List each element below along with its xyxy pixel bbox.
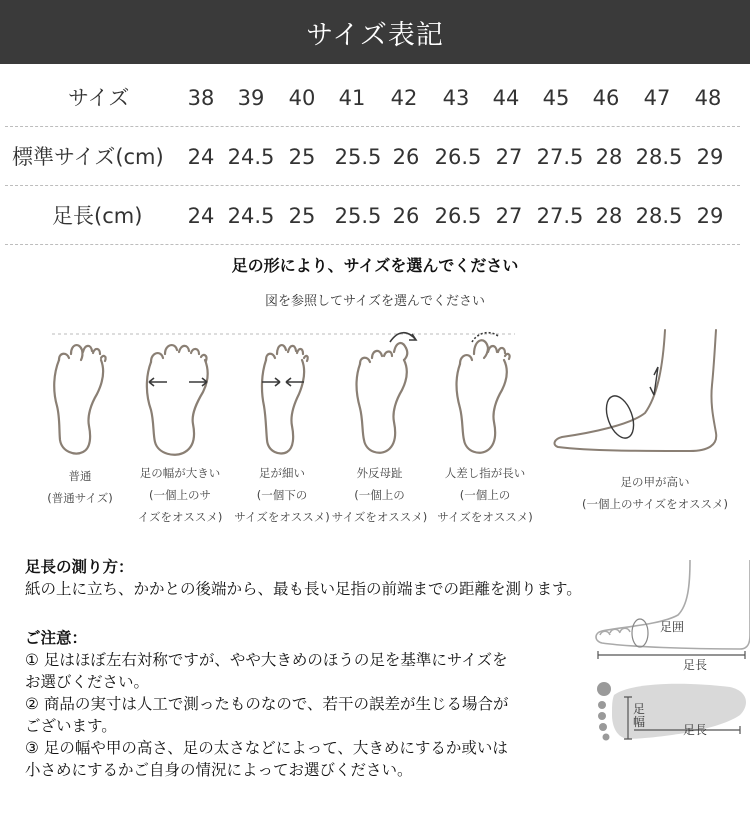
label-circumference: 足囲 [660,620,685,634]
notes-section [25,627,509,781]
label-length-bottom: 足長 [683,723,708,737]
table-cell: 28.5 [635,204,683,228]
measure-title: 足長の測り方： [25,558,134,576]
table-cell: 27.5 [536,145,584,169]
caption-normal: 普通 (普通サイズ) [47,469,113,505]
table-cell: 29 [696,204,724,228]
table-cell: 29 [696,145,724,169]
table-cell: 46 [592,86,620,110]
guide-subtitle: 図を参照してサイズを選んでください [265,294,485,309]
table-cell: 41 [338,86,366,110]
label-length-side: 足長 [683,658,708,672]
table-cell: 27 [495,145,523,169]
table-cell: 47 [643,86,671,110]
table-cell: 24.5 [227,204,275,228]
wide-foot-icon [143,330,213,460]
table-cell: 25.5 [334,204,382,228]
caption-narrow: 足が細い (一個下の サイズをオススメ) [234,466,330,524]
table-cell: 45 [542,86,570,110]
table-cell: 28 [595,145,623,169]
table-cell: 25.5 [334,145,382,169]
row-label: サイズ [68,86,130,110]
row-label: 足長(cm) [52,204,143,228]
guide-title: 足の形により、サイズを選んでください [231,256,519,275]
high-instep-foot-icon [550,325,735,465]
table-cell: 24 [187,204,215,228]
note-line: ③ 足の幅や甲の高さ、足の太さなどによって、大きめにするか或いは [25,739,508,757]
caption-bunion: 外反母趾 (一個上の サイズをオススメ) [331,466,428,524]
table-cell: 24.5 [227,145,275,169]
table-cell: 28 [595,204,623,228]
note-line: お選びください。 [25,673,150,691]
table-cell: 26.5 [434,204,482,228]
row-label: 標準サイズ(cm) [12,145,164,169]
foot-measure-illustration [590,555,750,775]
caption-high-instep: 足の甲が高い (一個上のサイズをオススメ) [582,475,728,511]
page-title: サイズ表記 [306,19,444,51]
table-cell: 24 [187,145,215,169]
table-cell: 26 [392,204,420,228]
table-cell: 48 [694,86,722,110]
table-cell: 27 [495,204,523,228]
notes-title: ご注意： [25,629,88,647]
table-cell: 44 [492,86,520,110]
table-cell: 40 [288,86,316,110]
narrow-foot-icon [250,330,320,460]
measure-section [25,556,582,600]
note-line: ございます。 [25,717,117,735]
table-cell: 39 [237,86,265,110]
long-toe-foot-icon [448,322,523,460]
note-line: ② 商品の実寸は人工で測ったものなので、若干の誤差が生じる場合が [25,695,509,713]
table-cell: 42 [390,86,418,110]
table-cell: 26.5 [434,145,482,169]
measure-text: 紙の上に立ち、かかとの後端から、最も長い足指の前端までの距離を測ります。 [25,580,582,598]
table-cell: 27.5 [536,204,584,228]
label-width: 足幅 [633,702,646,729]
bunion-foot-icon [350,322,425,460]
table-cell: 38 [187,86,215,110]
note-line: 小さめにするかご自身の情況によってお選びください。 [25,761,413,779]
table-cell: 25 [288,204,316,228]
normal-foot-icon [45,330,115,460]
note-line: ① 足はほぼ左右対称ですが、やや大きめのほうの足を基準にサイズを [25,651,508,669]
caption-long-toe: 人差し指が長い (一個上の サイズをオススメ) [437,466,533,524]
table-cell: 26 [392,145,420,169]
table-cell: 28.5 [635,145,683,169]
table-cell: 43 [442,86,470,110]
caption-wide: 足の幅が大きい (一個上のサ イズをオススメ) [137,466,223,524]
table-cell: 25 [288,145,316,169]
